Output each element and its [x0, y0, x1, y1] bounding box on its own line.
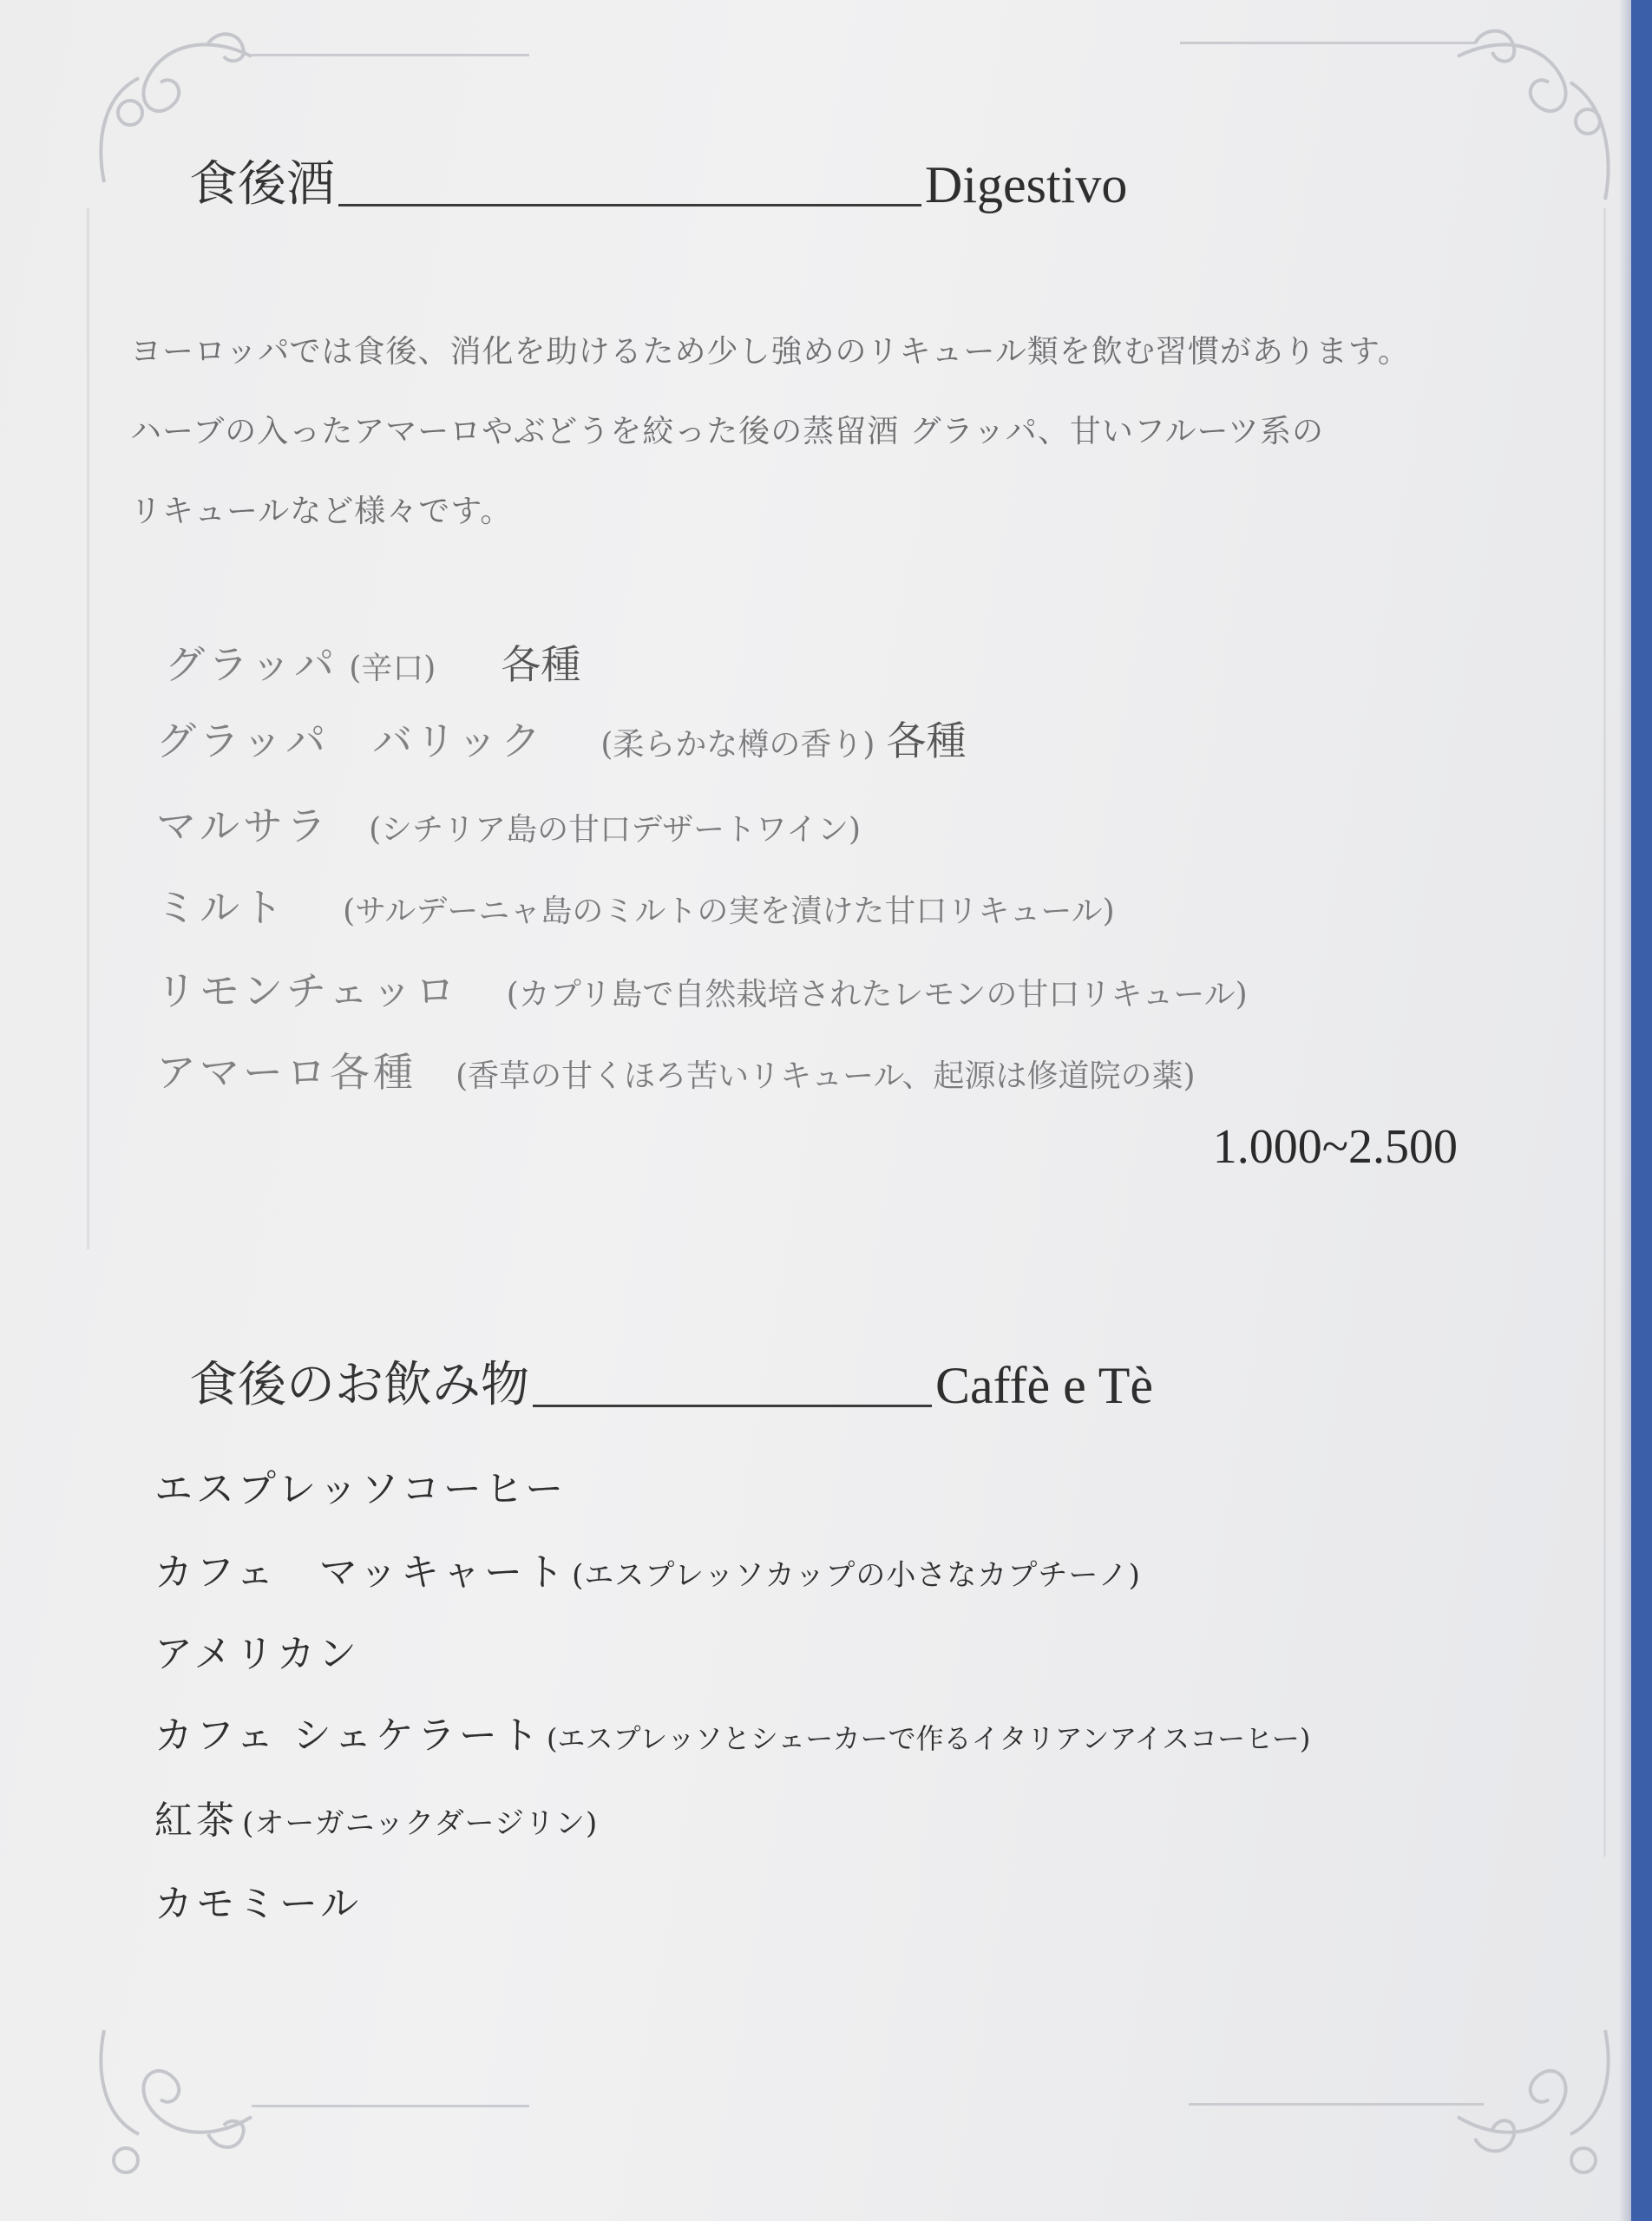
flourish-bottom-left-icon: [78, 2021, 269, 2195]
item-variety: 各種: [886, 717, 967, 764]
digestivo-price: 1.000~2.500: [1212, 1120, 1458, 1174]
frame-left-line: [87, 208, 89, 1249]
menu-item: [156, 960, 1248, 1017]
item-note: (サルデーニャ島のミルトの実を漬けた甘口リキュール): [343, 894, 1115, 929]
item-note: (香草の甘くほろ苦いリキュール、起源は修道院の薬): [456, 1058, 1196, 1094]
frame-bottom-right-line: [1189, 2103, 1484, 2106]
drink-item: [154, 1458, 567, 1513]
digestivo-intro: [130, 312, 1562, 552]
digestivo-heading: [189, 146, 1127, 215]
heading-rule: [338, 204, 921, 206]
drink-item: [154, 1789, 598, 1844]
flourish-top-right-icon: [1440, 17, 1631, 208]
drink-note: (オーガニックダージリン): [242, 1806, 599, 1841]
heading-rule: [533, 1405, 932, 1407]
frame-right-line: [1603, 208, 1606, 1857]
item-note: (シチリア島の甘口デザートワイン): [369, 812, 862, 848]
menu-item: [156, 710, 967, 767]
item-name: グラッパ バリック: [156, 717, 545, 764]
drink-name: アメリカン: [154, 1632, 360, 1676]
menu-item: [156, 876, 1115, 934]
drink-name: エスプレッソコーヒー: [154, 1467, 567, 1511]
intro-line: ヨーロッパでは食後、消化を助けるため少し強めのリキュール類を飲む習慣があります。: [130, 334, 1410, 370]
item-note: (辛口): [349, 651, 436, 686]
menu-item: [156, 1041, 1196, 1098]
item-name: アマーロ各種: [156, 1049, 416, 1096]
item-name: グラッパ: [165, 641, 338, 688]
drink-item: [154, 1872, 362, 1928]
drink-item: [154, 1622, 360, 1678]
flourish-bottom-right-icon: [1440, 2021, 1631, 2195]
intro-line: ハーブの入ったアマーロやぶどうを絞った後の蒸留酒 グラッパ、甘いフルーツ系の: [130, 414, 1325, 449]
drink-name: カフェ シェケラート: [154, 1713, 542, 1758]
drink-name: カモミール: [154, 1882, 363, 1926]
frame-bottom-left-line: [252, 2105, 529, 2107]
digestivo-title-jp: 食後酒: [189, 156, 335, 213]
drink-note: (エスプレッソカップの小さなカプチーノ): [572, 1558, 1141, 1593]
drink-item: [154, 1541, 1141, 1596]
caffe-title-jp: 食後のお飲み物: [189, 1357, 529, 1413]
item-name: マルサラ: [156, 803, 330, 849]
caffe-heading: [189, 1346, 1153, 1416]
drink-name: 紅茶: [154, 1798, 238, 1843]
item-note: (柔らかな樽の香り): [600, 727, 875, 763]
item-variety: 各種: [501, 641, 581, 688]
frame-top-right-line: [1180, 42, 1475, 44]
menu-item: [165, 633, 580, 691]
item-name: ミルト: [156, 884, 286, 931]
drink-note: (エスプレッソとシェーカーで作るイタリアンアイスコーヒー): [547, 1722, 1311, 1755]
frame-top-left-line: [252, 54, 529, 56]
drink-item: [154, 1704, 1310, 1759]
caffe-title-en: Caffè e Tè: [935, 1357, 1153, 1414]
digestivo-title-en: Digestivo: [925, 156, 1128, 213]
drink-name: カフェ マッキャート: [154, 1550, 568, 1595]
item-note: (カプリ島で自然栽培されたレモンの甘口リキュール): [506, 977, 1248, 1012]
item-name: リモンチェッロ: [156, 967, 459, 1014]
menu-item: [156, 795, 861, 852]
intro-line: リキュールなど様々です。: [130, 494, 513, 529]
